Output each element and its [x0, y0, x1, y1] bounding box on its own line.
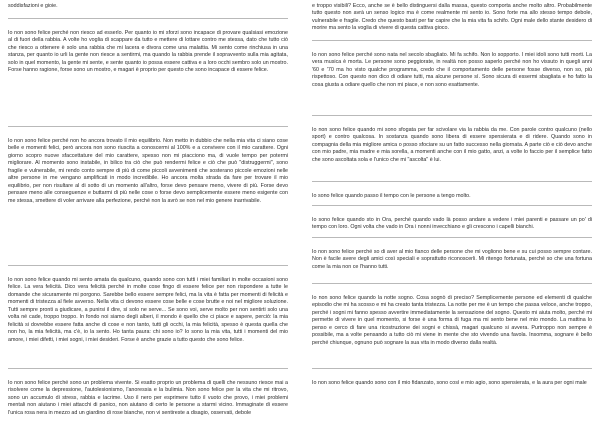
entry-text: Io non sono felice perché so di aver al mio fianco delle persone che mi vogliono bene e su cui posso sempre contare. Non è facile avere degli amici così speciali e soprattutto riconoscerli. Mi ritengo fortunata, perché so che una fortuna come la mia non ce l'hanno tutti. — [312, 249, 592, 270]
entry-divider — [312, 115, 592, 116]
entry-text: Io non sono felice perché sono nata nel secolo sbagliato. Mi fa schifo. Non lo sopporto. I miei idoli sono tutti morti. La vera musica è morta. Le persone sono peggiorate, in realtà non posso saperlo perché non ho vissuto in quegli anni '60 e '70 ma ho visto qualche programma, credo che il comportamento delle persone fosse diverso, non so, più rispettoso. Con questo non dico di odiare tutti, ma alcune persone sì. Sono sicura di essermi sbagliata e ho fatto la cosa giusta a odiare quello che non mi piace, e non sono esattamente. — [312, 52, 592, 88]
entry-text: soddisfazioni e gioie. — [8, 3, 58, 9]
entry-text: Io non sono felice perché non riesco ad esserlo. Per quanto io mi sforzi sono incapace di provare qualsiasi emozione al di fuori della rabbia. A volte ho voglia di scappare da tutto e mettere di lottare contro me stessa, dato che tutto ciò che riesco a ottenere è solo una rabbia che mi lacera e divora come una malattia. Mi sento come rinchiusa in una stanza, per quanto io urli la gente non riesce a sentirmi, ma quando la rabbia prende il sopravvento sulla mia agitata, solo in quel momento, la gente mi sente, e sente quanto io possa essere cattiva e a loro occhi sembro solo un mostro. Forse hanno ragione, forse sono un mostro, e magari è proprio per questo che sono incapace di essere felice. — [8, 30, 288, 74]
entry-text: e troppo visibili? Ecco, anche se è bello distinguersi dalla massa, questo comporta anche molto altro. Probabilmente tutto questo non avrà un senso logico ma è come realmente mi sento io. Sono forte ma allo stesso tempo debole, vulnerabile e fragile. Credo che questo basti per far capire che la mia vita fa schifo. Ogni male dello stante desidero di morire ma sento la voglia di vivere di questa cattiva gioco. — [312, 3, 592, 32]
entry-divider — [8, 265, 288, 266]
entry-divider — [8, 18, 288, 19]
entry-text: Io sono felice quando sto in Ora, perché quando vado là posso andare a vedere i miei parenti e passare un po' di tempo con loro. Ogni volta che vado in Ora i nonni invecchiano e gli crescono i capelli bianchi. — [312, 217, 592, 231]
entry-text: Io non sono felice perché non ho ancora trovato il mio equilibrio. Non metto in dubbio che nella mia vita ci siano cose belle e momenti felici, però ancora non sono riuscita a conoscermi al 100% e a convivere con il mio carattere. Ogni giorno scopro nuove sfaccettature del mio carattere, spesso non mi piacciono ma, di vuole tempo per potermi migliorare. Al momento sono instabile, in bilico tra ciò che può rendermi felice e ciò che può "distruggermi", sono fragile e vulnerabile, mi rendo conto sempre di più di come piccoli avvenimenti che sosterano piccole emozioni nelle altre persone in me vengano amplificati in modo incredibile. Ho ancora molta strada da fare per trovare il mio equilibrio, per non risultare al di sotto di un momento all'altro, forse devo pensare meno, vivere di più. Forse devo pensare meno alle conseguenze e buttarmi di più nelle cose o forse devo semplicemente essere meno esigente con me stessa, smettere di voler arrivare alla perfezione, perché non la avrò se non nel mio genere inarrivabile. — [8, 138, 288, 204]
entry-text: Io sono felice quando passo il tempo con le persone a tengo molto. — [312, 193, 471, 199]
entry-text: Io non sono felice quando la notte sogno. Cosa sognò di preciso? Semplicemente persone ed elementi di qualche episodio che mi ha scosso e mi ha creato tanta tristezza. La notte per me è un tempo che passa veloce, anche troppo, perché i sogni mi fanno spesso avvertire immediatamente la sensazione del sogno. Questo mi aiuta molto, perché mi permette di vivere in quel momento, si forse è una forma di fuga ma mi sento bene nel mio mondo. La mattina lo penso e cerco di fare una ricostruzione dei sogni e chissà, magari qualcuno si avvera. Purtroppo non sempre è possibile, ma a volte pensando a tutto ciò mi viene in mente che sto vivendo una favola. Insomma, sognare è bello perché chiunque, ognuno può sognare la sua vita in modo diverso dalla realtà. — [312, 295, 592, 346]
entry-divider — [312, 283, 592, 284]
entry-divider — [312, 205, 592, 206]
entry-text: Io non sono felice quando mi sono sfogata per far scivolare via la rabbia da me. Con parole contro qualcuno (nello sport) e contro qualcosa. In sostanza quando sono libera di essere spensierata e di ridere. Quando sono in compagnia della mia migliore amica o posso sfociare su un fatto successo nella giornata. A parte ciò e ciò devo anche con mio padre, mia madre e mia sorella, a momenti anche con il mio gatto, anzi, a volte lo faccio per il semplice fatto che sono ascoltata sola e l'unico che mi "ascolta" è lui. — [312, 127, 592, 163]
entry-divider — [312, 237, 592, 238]
right-column — [312, 0, 592, 424]
left-column — [8, 0, 288, 424]
entry-divider — [312, 181, 592, 182]
entry-text: Io non sono felice quando mi sento amata da qualcuno, quando sono con tutti i miei familiari in molte occasioni sono felice. La vera felicità. Dico vera felicità perché in molte cose fingo di essere felice per non rispondere a tutte le domande che sicuramente mi porgono. Sarebbe bello essere sempre felici, ma la vita è fatta per momenti di felicità e momenti di tristezza al fiele avverso. Nella vita ci devono essere cose belle e cose brutte e noi nel migliore soluzione. Tutti sempre pronti a giudicare, a punirsi il dire, sì solo ne serve... Se sono voi, serve molto per non sentirti solo una volta né cade, troppo troppo. In fondo noi siamo degli alberi, il mondo è quello che ci piace e sapere, perciò: la mia felicità si dovrebbe essere fatta anche di cose e non tanto, tutti gli occhi, la mia felicità, spesso è questa quella che non ho, la mia felicità, ma c'è, io la sento. Ho tanta paura: chi sono io? Io sono la mia vita, tutti i momenti del mio amore, i miei difetti, i miei sogni, i miei desideri. Forse è anche grazie a tutto questo che sono felice. — [8, 277, 288, 343]
entry-divider — [8, 126, 288, 127]
entry-divider — [312, 40, 592, 41]
entry-text: Io non sono felice quando sono con il mio fidanzato, sono così e mio agio, sono spensierata, e la aura per ogni male — [312, 380, 587, 386]
entry-divider — [8, 368, 288, 369]
entry-divider — [312, 368, 592, 369]
entry-text: Io non sono felice perché sono un problema vivente. Si esatto proprio un problema di quelli che nessuno riesce mai a risolvere come la depressione, l'autolesionismo, l'anoressia e la bulimia. Non sono felice per la vita che mi ritrovo, sono un accumulo di stress, rabbia e lacrime. Uso il nero per esprimere tutto il vuoto che provo, i miei problemi mentali non aiutano i miei attacchi di panico, non aiutano di certo le persone a starmi vicino. Immaginate di essere l'unica rosa nera in mezzo ad un giardino di rose bianche, non vi sentireste a disagio, osservati, debole — [8, 380, 288, 416]
